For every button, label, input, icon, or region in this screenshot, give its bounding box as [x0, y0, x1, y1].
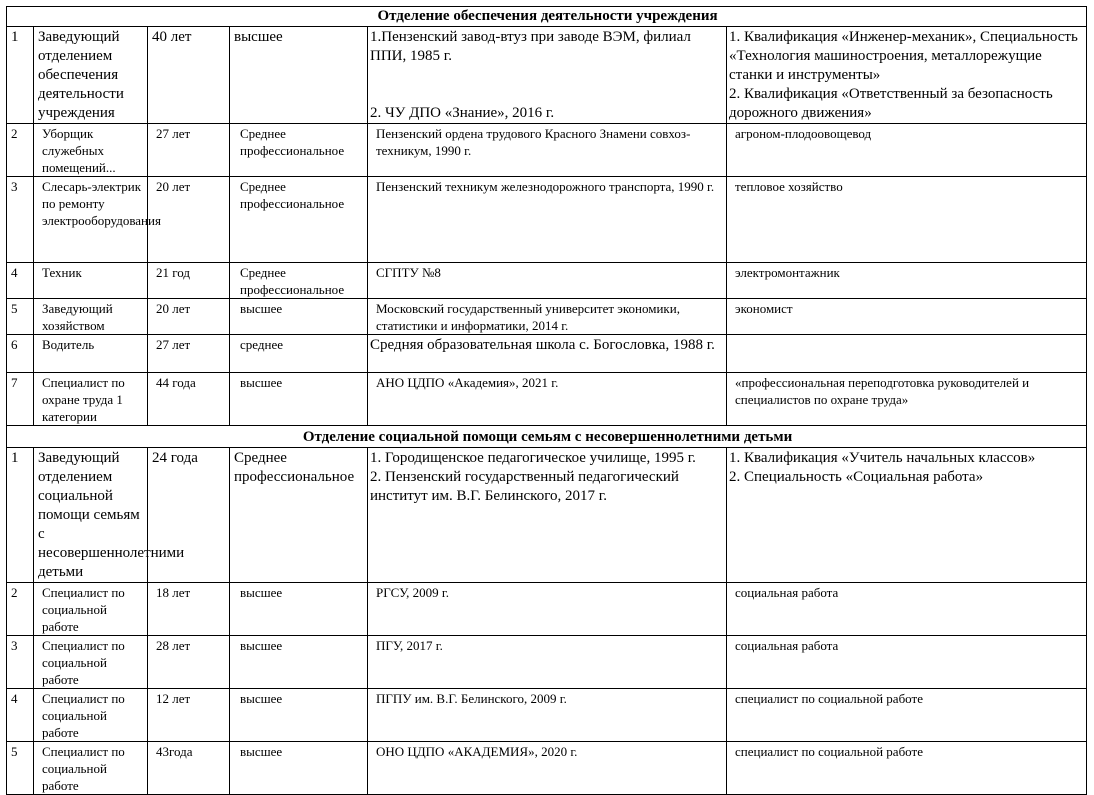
- institution-cell: Московский государственный университет экономики, статистики и информатики, 2014 г.: [368, 299, 727, 335]
- row-number: 5: [7, 299, 34, 335]
- row-number: 3: [7, 636, 34, 689]
- table-row: [7, 689, 1087, 742]
- table-row: [7, 124, 1087, 177]
- qualification-cell: «профессиональная переподготовка руководителей и специалистов по охране труда»: [727, 373, 1087, 426]
- institution-cell: ОНО ЦДПО «АКАДЕМИЯ», 2020 г.: [368, 742, 727, 795]
- row-number: 6: [7, 335, 34, 373]
- position-cell: Заведующий отделением обеспечения деятельности учреждения: [34, 27, 148, 124]
- qualification-cell: [727, 448, 1087, 583]
- experience-cell: 12 лет: [148, 689, 230, 742]
- experience-cell: 20 лет: [148, 299, 230, 335]
- position-cell: Уборщик служебных помещений...: [34, 124, 148, 177]
- row-number: 1: [7, 27, 34, 124]
- qualification-cell: специалист по социальной работе: [727, 689, 1087, 742]
- education-cell: высшее: [230, 689, 368, 742]
- section-header-row: [7, 426, 1087, 448]
- institution-cell: АНО ЦДПО «Академия», 2021 г.: [368, 373, 727, 426]
- education-cell: высшее: [230, 27, 368, 124]
- qualification-cell: электромонтажник: [727, 263, 1087, 299]
- institution-line: 1.Пензенский завод-втуз при заводе ВЭМ, филиал ППИ, 1985 г.: [370, 29, 691, 64]
- row-number: 5: [7, 742, 34, 795]
- experience-cell: 24 года: [148, 448, 230, 583]
- education-cell: высшее: [230, 299, 368, 335]
- position-cell: Специалист по социальной работе: [34, 689, 148, 742]
- qualification-line: 1. Квалификация «Учитель начальных классов»: [729, 450, 1036, 466]
- position-cell: Специалист по социальной работе: [34, 742, 148, 795]
- section-header-row: [7, 7, 1087, 27]
- education-cell: высшее: [230, 373, 368, 426]
- institution-cell: Пензенский ордена трудового Красного Знамени совхоз-техникум, 1990 г.: [368, 124, 727, 177]
- position-cell: Водитель: [34, 335, 148, 373]
- institution-cell: ПГУ, 2017 г.: [368, 636, 727, 689]
- experience-cell: 18 лет: [148, 583, 230, 636]
- position-cell: Специалист по социальной работе: [34, 636, 148, 689]
- position-cell: Заведующий хозяйством: [34, 299, 148, 335]
- experience-cell: 43года: [148, 742, 230, 795]
- institution-cell: Пензенский техникум железнодорожного транспорта, 1990 г.: [368, 177, 727, 263]
- education-cell: среднее: [230, 335, 368, 373]
- table-row: [7, 448, 1087, 583]
- row-number: 3: [7, 177, 34, 263]
- line-spacer: [370, 66, 724, 104]
- row-number: 4: [7, 689, 34, 742]
- experience-cell: 27 лет: [148, 335, 230, 373]
- table-row: [7, 27, 1087, 124]
- position-cell: Специалист по социальной работе: [34, 583, 148, 636]
- table-row: [7, 742, 1087, 795]
- position-cell: Заведующий отделением социальной помощи семьям с несовершеннолетними детьми: [34, 448, 148, 583]
- table-row: [7, 636, 1087, 689]
- table-row: [7, 373, 1087, 426]
- institution-cell: ПГПУ им. В.Г. Белинского, 2009 г.: [368, 689, 727, 742]
- qualification-cell: [727, 335, 1087, 373]
- experience-cell: 44 года: [148, 373, 230, 426]
- institution-line: 2. Пензенский государственный педагогический институт им. В.Г. Белинского, 2017 г.: [370, 469, 679, 504]
- qualification-cell: [727, 27, 1087, 124]
- table-row: [7, 583, 1087, 636]
- institution-cell: РГСУ, 2009 г.: [368, 583, 727, 636]
- qualification-cell: социальная работа: [727, 583, 1087, 636]
- section-title: Отделение обеспечения деятельности учреждения: [7, 7, 1087, 27]
- table-row: [7, 263, 1087, 299]
- institution-cell: [368, 27, 727, 124]
- experience-cell: 27 лет: [148, 124, 230, 177]
- institution-cell: [368, 448, 727, 583]
- qualification-cell: специалист по социальной работе: [727, 742, 1087, 795]
- qualification-line: 2. Квалификация «Ответственный за безопасность дорожного движения»: [729, 86, 1053, 121]
- row-number: 2: [7, 124, 34, 177]
- institution-line: 2. ЧУ ДПО «Знание», 2016 г.: [370, 105, 555, 121]
- table-row: [7, 177, 1087, 263]
- table-row: [7, 299, 1087, 335]
- table-row: [7, 335, 1087, 373]
- education-cell: Среднее профессиональное: [230, 263, 368, 299]
- qualification-cell: тепловое хозяйство: [727, 177, 1087, 263]
- qualification-line: 1. Квалификация «Инженер-механик», Специальность «Технология машиностроения, металлорежущие станки и инструменты»: [729, 29, 1078, 83]
- qualification-line: 2. Специальность «Социальная работа»: [729, 469, 984, 485]
- education-cell: высшее: [230, 583, 368, 636]
- experience-cell: 20 лет: [148, 177, 230, 263]
- education-cell: Среднее профессиональное: [230, 177, 368, 263]
- staff-table: [6, 6, 1087, 795]
- experience-cell: 40 лет: [148, 27, 230, 124]
- row-number: 1: [7, 448, 34, 583]
- institution-cell: СГПТУ №8: [368, 263, 727, 299]
- row-number: 7: [7, 373, 34, 426]
- experience-cell: 21 год: [148, 263, 230, 299]
- education-cell: Среднее профессиональное: [230, 448, 368, 583]
- position-cell: Техник: [34, 263, 148, 299]
- education-cell: высшее: [230, 636, 368, 689]
- position-cell: Специалист по охране труда 1 категории: [34, 373, 148, 426]
- section-title: Отделение социальной помощи семьям с несовершеннолетними детьми: [7, 426, 1087, 448]
- experience-cell: 28 лет: [148, 636, 230, 689]
- education-cell: Среднее профессиональное: [230, 124, 368, 177]
- qualification-cell: социальная работа: [727, 636, 1087, 689]
- institution-line: 1. Городищенское педагогическое училище, 1995 г.: [370, 450, 696, 466]
- qualification-cell: экономист: [727, 299, 1087, 335]
- position-cell: Слесарь-электрик по ремонту электрооборудования: [34, 177, 148, 263]
- education-cell: высшее: [230, 742, 368, 795]
- row-number: 2: [7, 583, 34, 636]
- qualification-cell: агроном-плодоовощевод: [727, 124, 1087, 177]
- row-number: 4: [7, 263, 34, 299]
- institution-cell: Средняя образовательная школа с. Богословка, 1988 г.: [368, 335, 727, 373]
